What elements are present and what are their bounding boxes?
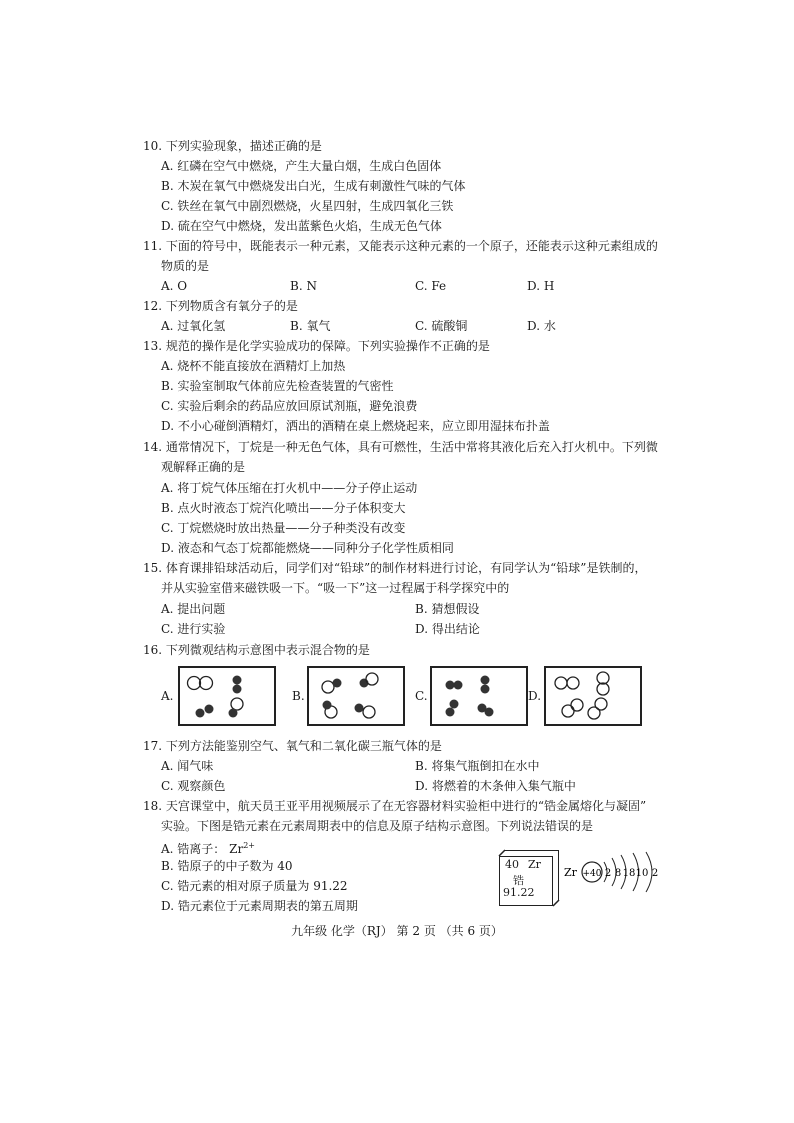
- q16-diagram-b-svg: [309, 668, 403, 724]
- q16-stem: 16. 下列微观结构示意图中表示混合物的是: [143, 643, 370, 657]
- q10-option-c: C. 铁丝在氧气中剧烈燃烧，火星四射，生成四氧化三铁: [161, 199, 454, 213]
- q15-stem: 15. 体育课排铅球活动后，同学们对“铅球”的制作材料进行讨论，有同学认为“铅球”是铁制的，: [143, 561, 647, 575]
- q16-diagram-c: [430, 666, 528, 726]
- q15-option-a: A. 提出问题: [161, 602, 226, 616]
- q11-option-d: D. H: [527, 279, 555, 293]
- q16-diagram-d-svg: [546, 668, 640, 724]
- q16-label-b: B.: [292, 689, 305, 703]
- q18-stem: 18. 天宫课堂中，航天员王亚平用视频展示了在无容器材料实验柜中进行的“锆金属熔化与凝固”: [143, 799, 647, 813]
- q16-diagram-c-svg: [432, 668, 526, 724]
- q16-diagram-b: [307, 666, 405, 726]
- q18-option-c: C. 锆元素的相对原子质量为 91.22: [161, 879, 348, 893]
- q12-stem: 12. 下列物质含有氧分子的是: [143, 299, 298, 313]
- q13-option-c: C. 实验后剩余的药品应放回原试剂瓶，避免浪费: [161, 399, 418, 413]
- q15-option-c: C. 进行实验: [161, 622, 226, 636]
- atom-nucleus-charge: +40: [582, 869, 602, 879]
- q11-stem-cont: 物质的是: [161, 259, 210, 273]
- atom-shell-count-2: 8: [614, 868, 622, 879]
- q17-stem: 17. 下列方法能鉴别空气、氧气和二氧化碳三瓶气体的是: [143, 739, 442, 753]
- q10-option-a: A. 红磷在空气中燃烧，产生大量白烟，生成白色固体: [161, 159, 442, 173]
- q18-option-a-symbol: Zr: [229, 842, 244, 856]
- q14-option-d: D. 液态和气态丁烷都能燃烧——同种分子化学性质相同: [161, 541, 454, 555]
- q17-option-b: B. 将集气瓶倒扣在水中: [415, 759, 540, 773]
- q16-diagram-a-svg: [180, 668, 274, 724]
- q18-option-a-charge: 2+: [243, 841, 255, 850]
- q12-option-d: D. 水: [527, 319, 556, 333]
- atom-shell-count-4: 10: [635, 868, 649, 879]
- q14-option-b: B. 点火时液态丁烷汽化喷出——分子体积变大: [161, 501, 406, 515]
- q16-label-d: D.: [528, 689, 542, 703]
- atom-symbol: Zr: [564, 866, 577, 879]
- q11-option-b: B. N: [290, 279, 317, 293]
- q14-stem: 14. 通常情况下，丁烷是一种无色气体，具有可燃性，生活中常将其液化后充入打火机中。下列微: [143, 440, 658, 454]
- q12-option-b: B. 氧气: [290, 319, 331, 333]
- q13-option-b: B. 实验室制取气体前应先检查装置的气密性: [161, 379, 394, 393]
- q15-option-d: D. 得出结论: [415, 622, 480, 636]
- q14-stem-cont: 观解释正确的是: [161, 460, 246, 474]
- element-symbol: Zr: [528, 858, 541, 871]
- q13-stem: 13. 规范的操作是化学实验成功的保障。下列实验操作不正确的是: [143, 339, 490, 353]
- atom-shell-count-5: 2: [651, 868, 659, 879]
- q18-option-d: D. 锆元素位于元素周期表的第五周期: [161, 899, 358, 913]
- q12-option-a: A. 过氧化氢: [161, 319, 226, 333]
- q17-option-a: A. 闻气味: [161, 759, 214, 773]
- q17-option-d: D. 将燃着的木条伸入集气瓶中: [415, 779, 576, 793]
- q13-option-a: A. 烧杯不能直接放在酒精灯上加热: [161, 359, 346, 373]
- q11-option-c: C. Fe: [415, 279, 447, 293]
- q10-stem: 10. 下列实验现象，描述正确的是: [143, 139, 322, 153]
- q12-option-c: C. 硫酸铜: [415, 319, 468, 333]
- atom-structure-diagram: [560, 848, 670, 898]
- q16-label-a: A.: [161, 689, 174, 703]
- q14-option-c: C. 丁烷燃烧时放出热量——分子种类没有改变: [161, 521, 406, 535]
- q18-option-a-text: A. 锆离子：: [161, 842, 226, 856]
- q16-diagram-d: [544, 666, 642, 726]
- q11-stem: 11. 下面的符号中，既能表示一种元素，又能表示这种元素的一个原子，还能表示这种元素组成的: [143, 239, 658, 253]
- q13-option-d: D. 不小心碰倒酒精灯，洒出的酒精在桌上燃烧起来，应立即用湿抹布扑盖: [161, 419, 550, 433]
- q16-diagram-a: [178, 666, 276, 726]
- element-atomic-mass: 91.22: [503, 886, 535, 899]
- q10-option-d: D. 硫在空气中燃烧，发出蓝紫色火焰，生成无色气体: [161, 219, 442, 233]
- atom-shell-count-1: 2: [604, 868, 612, 879]
- q17-option-c: C. 观察颜色: [161, 779, 226, 793]
- q14-option-a: A. 将丁烷气体压缩在打火机中——分子停止运动: [161, 481, 418, 495]
- atom-shell-count-3: 18: [622, 868, 636, 879]
- q16-label-c: C.: [415, 689, 428, 703]
- q10-option-b: B. 木炭在氧气中燃烧发出白光，生成有刺激性气味的气体: [161, 179, 466, 193]
- element-name: 锆: [513, 874, 524, 887]
- page-footer: 九年级 化学（RJ） 第 2 页 （共 6 页）: [291, 924, 503, 938]
- q18-option-b: B. 锆原子的中子数为 40: [161, 859, 293, 873]
- q15-stem-cont: 并从实验室借来磁铁吸一下。“吸一下”这一过程属于科学探究中的: [161, 581, 510, 595]
- q18-stem-cont: 实验。下图是锆元素在元素周期表中的信息及原子结构示意图。下列说法错误的是: [161, 819, 594, 833]
- q11-option-a: A. O: [161, 279, 188, 293]
- element-atomic-number: 40: [505, 858, 519, 871]
- q15-option-b: B. 猜想假设: [415, 602, 480, 616]
